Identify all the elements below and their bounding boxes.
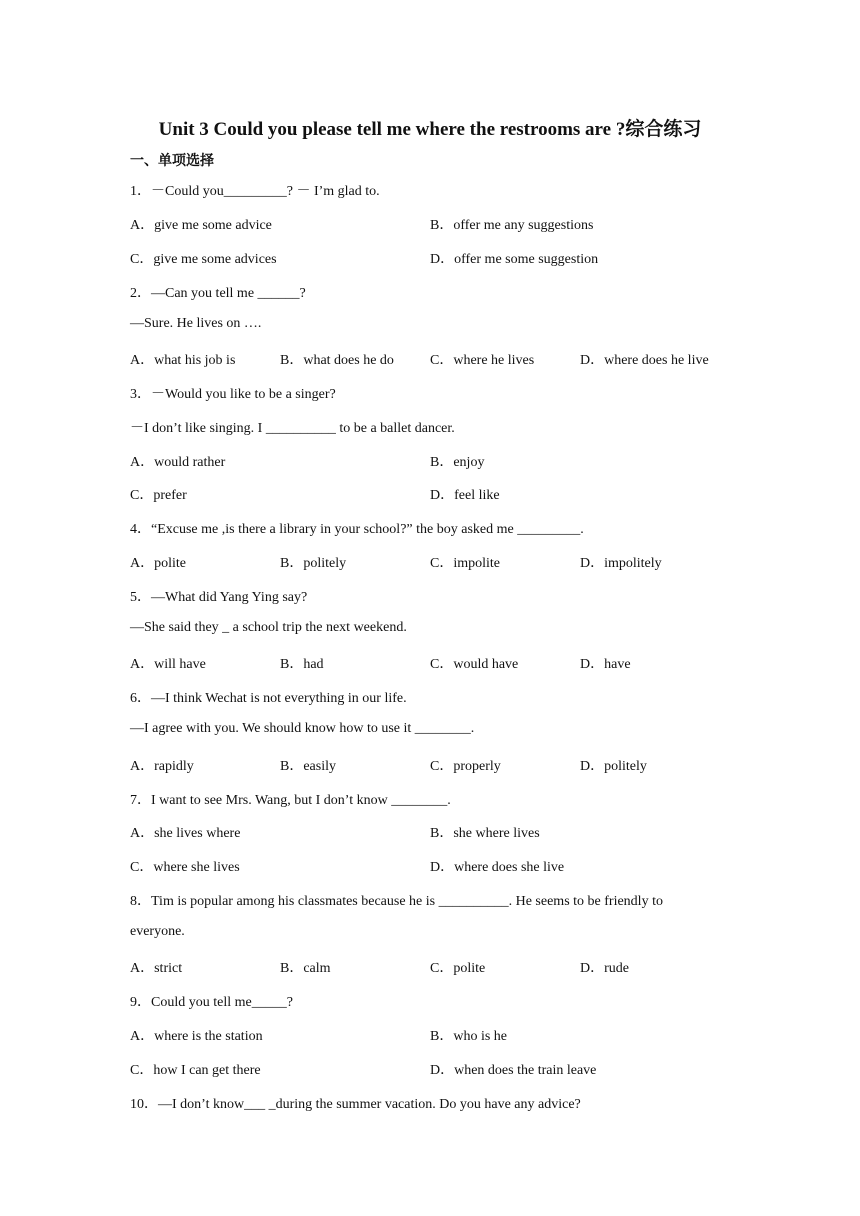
q4-option-d: D．impolitely [580, 556, 662, 571]
q8-option-d: D．rude [580, 961, 629, 976]
q6-option-b: B．easily [280, 759, 336, 774]
q1-option-c: C．give me some advices [130, 252, 277, 267]
q2-option-a: A．what his job is [130, 353, 236, 368]
q9-option-a: A．where is the station [130, 1029, 263, 1044]
question-5-stem-line2: —She said they _ a school trip the next weekend. [130, 620, 407, 635]
q2-option-b: B．what does he do [280, 353, 394, 368]
question-9-stem: 9．Could you tell me_____? [130, 995, 293, 1010]
question-3-stem-line2: －I don’t like singing. I __________ to be a ballet dancer. [130, 421, 455, 436]
q5-option-d: D．have [580, 657, 631, 672]
q6-option-a: A．rapidly [130, 759, 194, 774]
q9-option-d: D．when does the train leave [430, 1063, 597, 1078]
q5-option-a: A．will have [130, 657, 206, 672]
q2-option-d: D．where does he live [580, 353, 709, 368]
question-1-stem: 1．－Could you_________? － I’m glad to. [130, 184, 380, 199]
q3-option-d: D．feel like [430, 488, 500, 503]
question-8-stem: 8．Tim is popular among his classmates because he is __________. He seems to be friendly to [130, 894, 663, 909]
question-3-stem: 3．－Would you like to be a singer? [130, 387, 336, 402]
q1-option-b: B．offer me any suggestions [430, 218, 594, 233]
question-6-stem-line2: —I agree with you. We should know how to use it ________. [130, 721, 475, 736]
q3-option-b: B．enjoy [430, 455, 485, 470]
q5-option-c: C．would have [430, 657, 519, 672]
question-2-stem: 2．—Can you tell me ______? [130, 286, 306, 301]
question-2-stem-line2: —Sure. He lives on …. [130, 316, 262, 331]
q7-option-b: B．she where lives [430, 826, 540, 841]
q4-option-a: A．polite [130, 556, 186, 571]
question-5-stem: 5．—What did Yang Ying say? [130, 590, 308, 605]
q7-option-c: C．where she lives [130, 860, 240, 875]
question-6-stem: 6．—I think Wechat is not everything in our life. [130, 691, 407, 706]
q2-option-c: C．where he lives [430, 353, 535, 368]
q8-option-c: C．polite [430, 961, 486, 976]
q3-option-a: A．would rather [130, 455, 226, 470]
q1-option-a: A．give me some advice [130, 218, 272, 233]
q7-option-a: A．she lives where [130, 826, 241, 841]
q9-option-b: B．who is he [430, 1029, 507, 1044]
section-heading: 一、单项选择 [130, 153, 214, 169]
q5-option-b: B．had [280, 657, 324, 672]
q6-option-c: C．properly [430, 759, 501, 774]
q9-option-c: C．how I can get there [130, 1063, 261, 1078]
q4-option-c: C．impolite [430, 556, 500, 571]
q1-option-d: D．offer me some suggestion [430, 252, 599, 267]
question-7-stem: 7．I want to see Mrs. Wang, but I don’t know ________. [130, 793, 451, 808]
question-10-stem: 10．—I don’t know___ _during the summer vacation. Do you have any advice? [130, 1097, 581, 1112]
question-4-stem: 4．“Excuse me ,is there a library in your school?” the boy asked me _________. [130, 522, 584, 537]
q4-option-b: B．politely [280, 556, 347, 571]
q8-option-b: B．calm [280, 961, 331, 976]
q6-option-d: D．politely [580, 759, 647, 774]
document-title: Unit 3 Could you please tell me where the restrooms are ?综合练习 [158, 119, 702, 140]
q3-option-c: C．prefer [130, 488, 187, 503]
q8-option-a: A．strict [130, 961, 183, 976]
q7-option-d: D．where does she live [430, 860, 565, 875]
question-8-stem-line2: everyone. [130, 924, 185, 939]
